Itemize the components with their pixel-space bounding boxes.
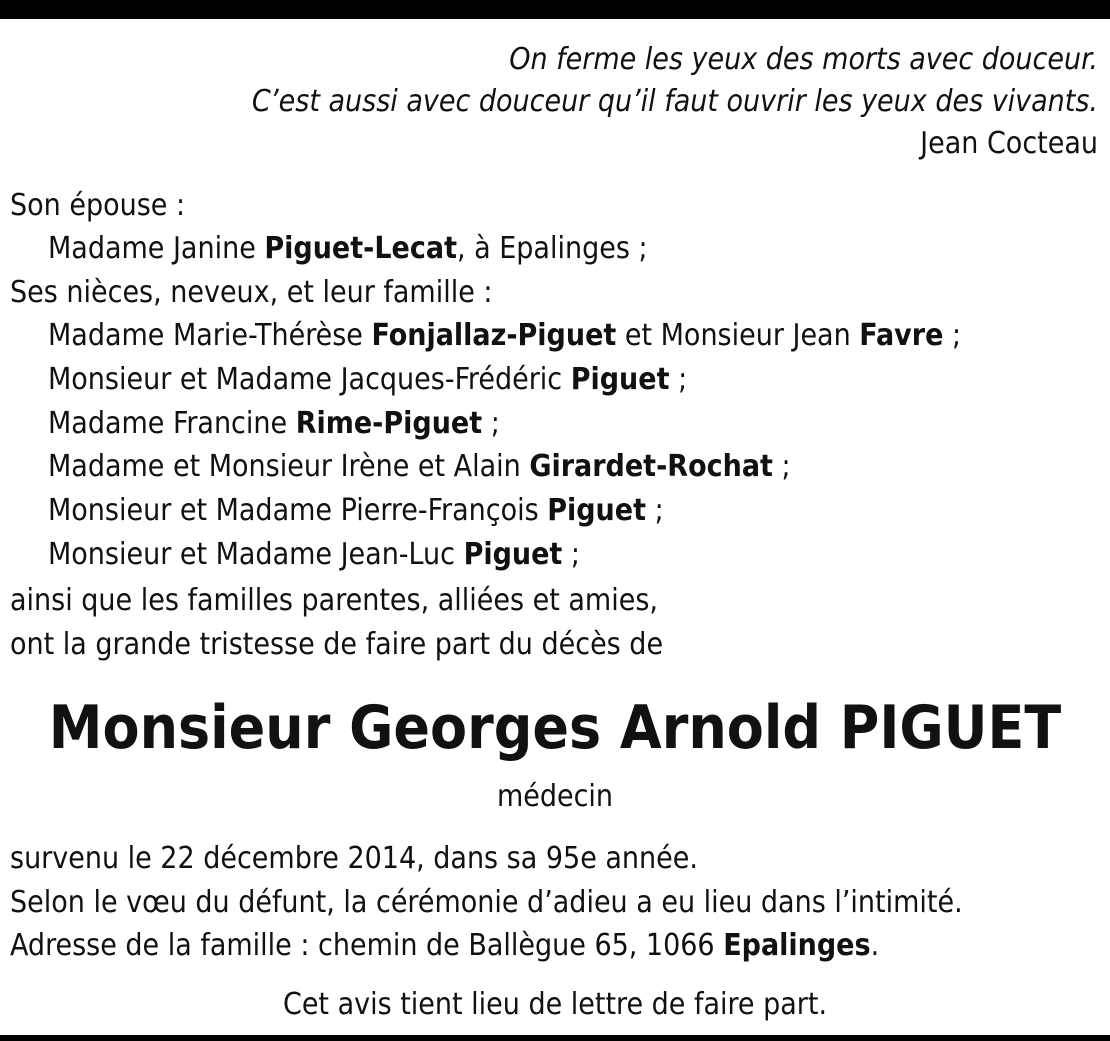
relative-line [48, 490, 664, 532]
top-rule [0, 0, 1110, 19]
relative-post: ; [772, 449, 791, 484]
relative-pre: Monsieur et Madame Jacques-Frédéric [48, 362, 571, 397]
relative-pre: Madame et Monsieur Irène et Alain [48, 449, 530, 484]
relative-post: ; [646, 493, 664, 528]
quote-line-1: On ferme les yeux des morts avec douceur. [509, 42, 1098, 77]
quote-line-2: C’est aussi avec douceur qu’il faut ouvrir les yeux des vivants. [251, 84, 1098, 119]
relative-pre: Madame Francine [48, 406, 296, 441]
relative-line [48, 315, 961, 357]
relative-name: Rime-Piguet [295, 406, 483, 441]
relative-name-2: Favre [859, 318, 944, 353]
relative-name: Girardet-Rochat [529, 449, 773, 484]
closing-line-2: ont la grande tristesse de faire part du décès de [10, 627, 664, 662]
relative-line [48, 403, 500, 445]
address-post: . [870, 928, 880, 963]
bottom-rule [0, 1035, 1110, 1041]
details-line-1: survenu le 22 décembre 2014, dans sa 95e année. [10, 841, 698, 876]
deceased-profession: médecin [496, 779, 614, 814]
relative-line [48, 534, 580, 576]
relative-name: Fonjallaz-Piguet [371, 318, 617, 353]
relative-post: ; [943, 318, 962, 353]
relative-mid: et Monsieur Jean [616, 318, 860, 353]
relative-name: Piguet [547, 493, 646, 528]
address-line [10, 925, 879, 967]
spouse-line [48, 228, 648, 270]
spouse-pre: Madame Janine [48, 231, 265, 266]
quote-author: Jean Cocteau [920, 126, 1098, 161]
details-line-2: Selon le vœu du défunt, la cérémonie d’adieu a eu lieu dans l’intimité. [10, 885, 963, 920]
relative-post: ; [562, 537, 581, 572]
deceased-name: Monsieur Georges Arnold PIGUET [48, 693, 1062, 763]
relatives-heading: Ses nièces, neveux, et leur famille : [10, 275, 493, 310]
relative-name: Piguet [463, 537, 563, 572]
relative-name: Piguet [570, 362, 670, 397]
relative-pre: Monsieur et Madame Pierre-François [48, 493, 548, 528]
footer-note: Cet avis tient lieu de lettre de faire part. [282, 987, 828, 1022]
relative-line [48, 446, 791, 488]
relative-pre: Monsieur et Madame Jean-Luc [48, 537, 464, 572]
relative-post: ; [669, 362, 688, 397]
address-pre: Adresse de la famille : chemin de Ballègue 65, 1066 [10, 928, 724, 963]
closing-line-1: ainsi que les familles parentes, alliées et amies, [10, 583, 658, 618]
spouse-name: Piguet-Lecat [264, 231, 457, 266]
spouse-heading: Son épouse : [10, 188, 186, 223]
relative-line [48, 359, 687, 401]
relative-pre: Madame Marie-Thérèse [48, 318, 372, 353]
address-city: Epalinges [723, 928, 871, 963]
relative-post: ; [482, 406, 500, 441]
spouse-post: , à Epalinges ; [456, 231, 648, 266]
